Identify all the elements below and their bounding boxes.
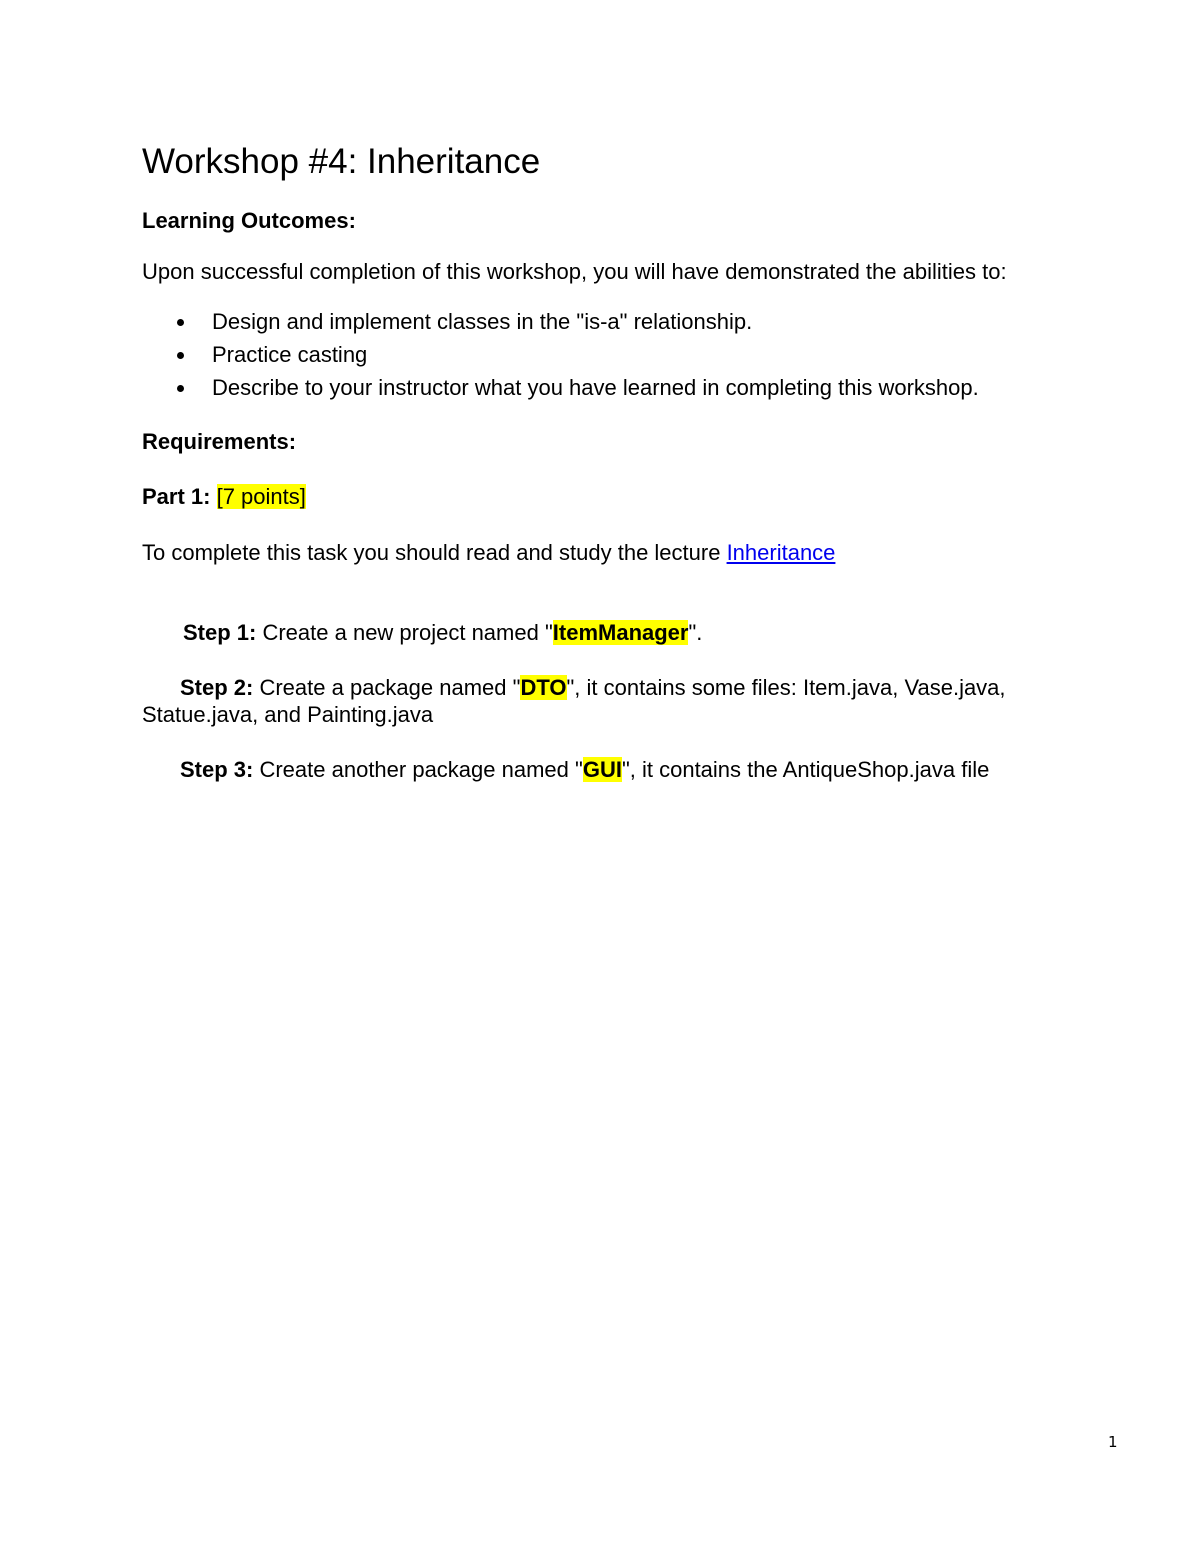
step2-label: Step 2: <box>180 675 260 700</box>
step2-text-before: Create a package named " <box>259 675 521 700</box>
step1-text-before: Create a new project named " <box>262 620 553 645</box>
step1-text-after: ". <box>688 620 703 645</box>
bullet-icon <box>177 319 184 326</box>
step2-highlight: DTO <box>520 675 567 700</box>
bullet-icon <box>177 352 184 359</box>
step3-label: Step 3: <box>180 757 260 782</box>
step1-line <box>183 619 702 647</box>
outcome-text: Practice casting <box>212 342 368 367</box>
step2-continuation: Statue.java, and Painting.java <box>142 702 434 727</box>
document-title: Workshop #4: Inheritance <box>142 142 541 181</box>
part1-line <box>142 483 306 511</box>
step3-highlight: GUI <box>582 757 622 782</box>
intro-paragraph: Upon successful completion of this workshop, you will have demonstrated the abilities to: <box>142 259 1007 284</box>
learning-outcomes-heading: Learning Outcomes: <box>142 208 356 233</box>
step2-line <box>180 674 1006 702</box>
bullet-icon <box>177 385 184 392</box>
step2-text-after: ", it contains some files: Item.java, Vase.java, <box>566 675 1006 700</box>
step1-label: Step 1: <box>183 620 263 645</box>
step3-text-before: Create another package named " <box>259 757 583 782</box>
step3-text-middle: ", it contains the <box>621 757 783 782</box>
step1-highlight: ItemManager <box>552 620 689 645</box>
page-number: 1 <box>1108 1433 1118 1451</box>
outcome-text: Design and implement classes in the "is-a" relationship. <box>212 309 753 334</box>
step3-line <box>180 756 989 784</box>
step3-file: AntiqueShop.java file <box>782 757 990 782</box>
outcome-text: Describe to your instructor what you have learned in completing this workshop. <box>212 375 979 400</box>
inheritance-link[interactable]: Inheritance <box>726 540 836 565</box>
task-text: To complete this task you should read and study the lecture <box>142 540 727 565</box>
part1-label: Part 1: <box>142 484 217 509</box>
task-paragraph <box>142 539 835 567</box>
part1-points: [7 points] <box>216 484 306 509</box>
requirements-heading: Requirements: <box>142 429 297 454</box>
